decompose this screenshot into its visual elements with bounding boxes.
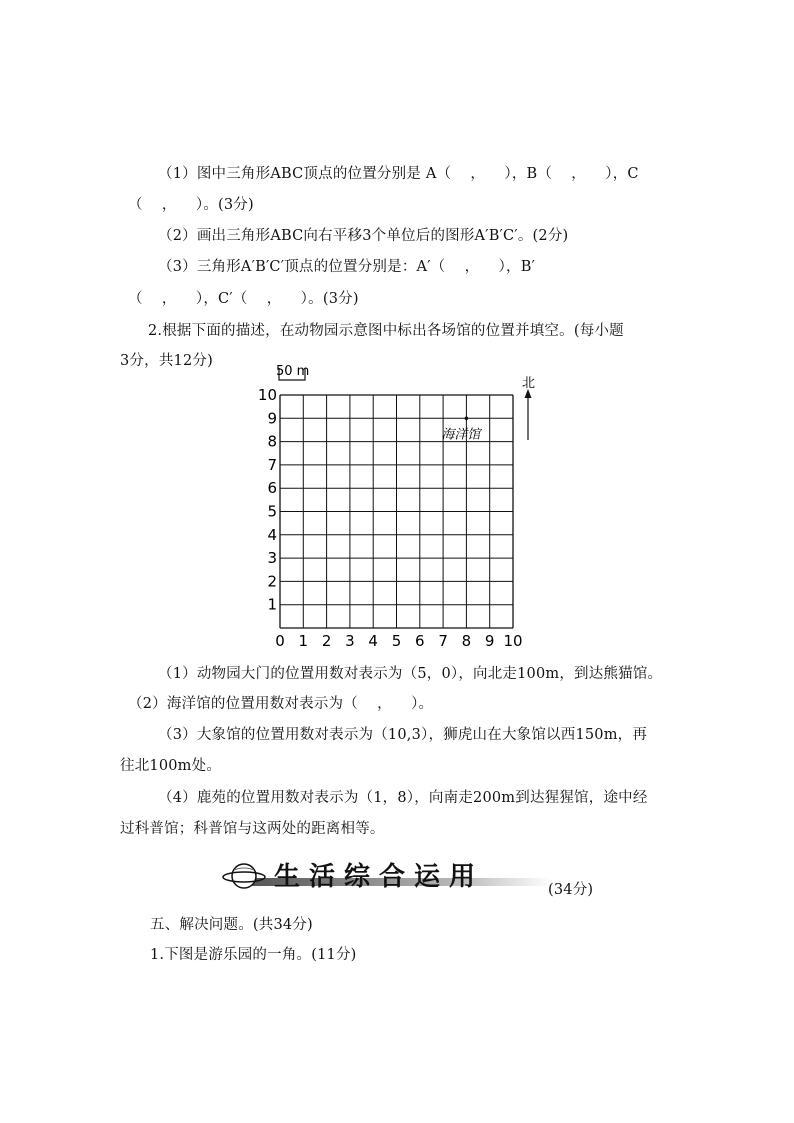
sub-q4-line2: 过科普馆；科普馆与这两处的距离相等。 <box>120 821 385 837</box>
ocean-hall-point <box>465 417 469 421</box>
x-tick-label: 0 <box>275 632 285 650</box>
y-tick-label: 4 <box>267 525 277 544</box>
y-tick-label: 5 <box>267 502 277 521</box>
y-axis-ticks <box>258 386 277 614</box>
q1-line1: （1）图中三角形ABC顶点的位置分别是 A（ ， ），B（ ， ），C <box>158 166 639 182</box>
q1-line2: （ ， ）。(3分) <box>128 197 254 213</box>
q2-intro-line1: 2.根据下面的描述，在动物园示意图中标出各场馆的位置并填空。(每小题 <box>148 323 624 339</box>
y-tick-label: 10 <box>257 386 277 404</box>
y-tick-label: 3 <box>267 549 277 568</box>
sub-q3-line1: （3）大象馆的位置用数对表示为（10,3），狮虎山在大象馆以西150m，再 <box>158 727 648 743</box>
y-tick-label: 2 <box>267 572 277 591</box>
section5-q1: 1.下图是游乐园的一角。(11分) <box>150 947 357 963</box>
x-tick-label: 7 <box>438 632 448 650</box>
banner-score: (34分) <box>548 882 594 898</box>
ocean-hall-label: 海洋馆 <box>441 427 481 443</box>
x-tick-label: 3 <box>345 632 355 650</box>
sub-q2: （2）海洋馆的位置用数对表示为（ ， ）。 <box>128 696 434 712</box>
section-banner <box>222 852 552 896</box>
q3-line1: （3）三角形A′B′C′顶点的位置分别是：A′（ ， ），B′ <box>158 259 536 275</box>
banner-title: 生活综合运用 <box>274 862 485 892</box>
y-tick-label: 1 <box>267 595 277 614</box>
y-tick-label: 6 <box>267 479 277 498</box>
x-tick-label: 5 <box>391 632 402 650</box>
sub-q1: （1）动物园大门的位置用数对表示为（5，0），向北走100m，到达熊猫馆。 <box>158 666 663 682</box>
x-tick-label: 2 <box>321 632 332 650</box>
x-tick-label: 1 <box>298 632 309 650</box>
q2-intro-line2: 3分，共12分) <box>120 353 213 369</box>
q3-line2: （ ， ），C′（ ， ）。(3分) <box>128 291 359 307</box>
x-tick-label: 9 <box>484 632 495 650</box>
x-axis-ticks <box>275 632 522 650</box>
y-tick-label: 7 <box>267 455 277 474</box>
x-tick-label: 4 <box>368 632 378 650</box>
sub-q3-line2: 往北100m处。 <box>120 758 222 774</box>
y-tick-label: 8 <box>267 432 277 451</box>
section5-heading: 五、解决问题。(共34分) <box>150 917 313 933</box>
zoo-grid-figure <box>250 358 550 653</box>
north-label: 北 <box>522 376 536 391</box>
sub-q4-line1: （4）鹿苑的位置用数对表示为（1，8），向南走200m到达猩猩馆，途中经 <box>158 790 648 806</box>
x-tick-label: 8 <box>461 632 472 650</box>
scale-label: 50 m <box>276 364 310 379</box>
y-tick-label: 9 <box>267 409 277 428</box>
x-tick-label: 6 <box>415 632 425 650</box>
x-tick-label: 10 <box>503 632 523 650</box>
q2-line: （2）画出三角形ABC向右平移3个单位后的图形A′B′C′。(2分) <box>158 228 569 244</box>
